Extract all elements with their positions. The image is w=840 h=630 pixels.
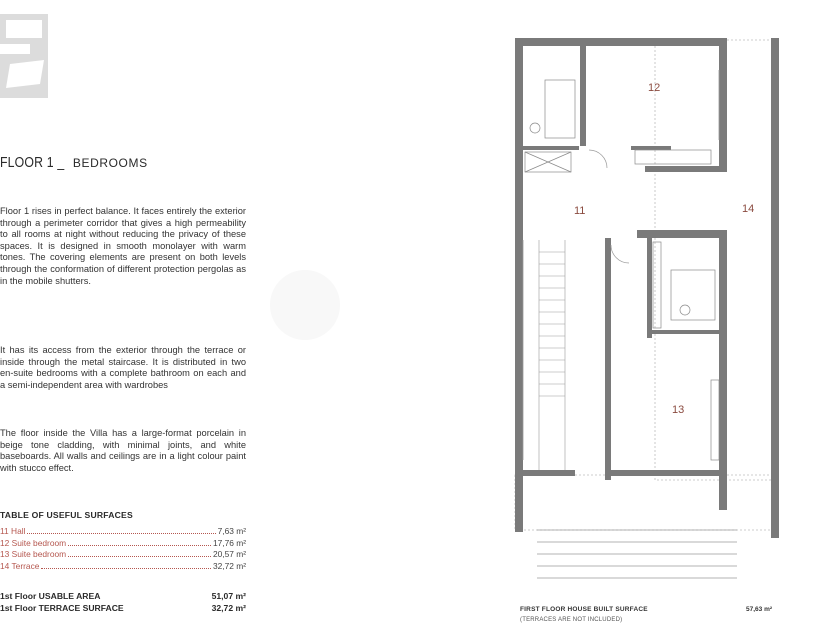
staircase (539, 240, 565, 470)
brand-logo-icon (0, 14, 48, 98)
row-value: 20,57 m² (212, 549, 246, 559)
row-label: 12 Suite bedroom (0, 537, 67, 548)
terrace-outline (515, 40, 775, 530)
surfaces-table (0, 526, 246, 572)
fixtures (525, 80, 719, 460)
room-label-14: 14 (742, 203, 755, 215)
table-row (0, 561, 246, 573)
paragraph-finishes: The floor inside the Villa has a large-format porcelain in beige tone cladding, with minimal joints, and white baseboards. All walls and ceilings are in a light colour paint with stucco effect. (0, 428, 246, 473)
title-main: FLOOR 1 _ (0, 154, 65, 171)
usable-area-total (0, 591, 246, 601)
leader-dots (68, 556, 211, 557)
windows (523, 70, 719, 460)
terrace-surface-value: 32,72 m² (211, 603, 246, 613)
title-sub: BEDROOMS (72, 156, 148, 170)
plan-caption: FIRST FLOOR HOUSE BUILT SURFACE (520, 606, 648, 613)
room-label-13: 13 (672, 404, 685, 416)
description-panel (0, 0, 260, 630)
leader-dots (27, 533, 215, 534)
surfaces-table-title: TABLE OF USEFUL SURFACES (0, 510, 133, 520)
row-value: 7,63 m² (217, 526, 246, 536)
watermark-icon (270, 270, 340, 340)
floor-plan (505, 30, 805, 590)
row-label: 14 Terrace (0, 560, 40, 571)
table-row (0, 538, 246, 550)
table-row (0, 549, 246, 561)
row-label: 11 Hall (0, 526, 26, 536)
leader-dots (68, 545, 211, 546)
row-label: 13 Suite bedroom (0, 549, 67, 559)
paragraph-intro: Floor 1 rises in perfect balance. It faces entirely the exterior through a perimeter corridor that gives a high permeability to all rooms at night without reducing the privacy of these spaces. It is designed in smooth monolayer with warm tones. The covering elements are present on both levels through the conformation of different protection pergolas as in the mobile shutters. (0, 206, 246, 286)
terrace-surface-total (0, 603, 246, 613)
entrance-steps (537, 530, 737, 578)
plan-caption-note: (TERRACES ARE NOT INCLUDED) (520, 617, 623, 623)
row-value: 17,76 m² (212, 537, 246, 548)
terrace-surface-label: 1st Floor TERRACE SURFACE (0, 603, 124, 613)
row-value: 32,72 m² (212, 560, 246, 571)
page-title (0, 154, 148, 171)
paragraph-access: It has its access from the exterior through the terrace or inside through the metal staircase. It is distributed in two en-suite bedrooms with a complete bathroom on each and a semi-independent area with wardrobes (0, 345, 246, 390)
walls (515, 38, 727, 532)
leader-dots (41, 568, 211, 569)
room-label-12: 12 (648, 82, 661, 94)
plan-built-surface: 57,63 m² (746, 606, 773, 613)
room-label-11: 11 (574, 205, 586, 217)
terrace-railing-right (771, 38, 779, 538)
usable-area-value: 51,07 m² (211, 591, 246, 601)
table-row (0, 526, 246, 538)
usable-area-label: 1st Floor USABLE AREA (0, 591, 101, 601)
